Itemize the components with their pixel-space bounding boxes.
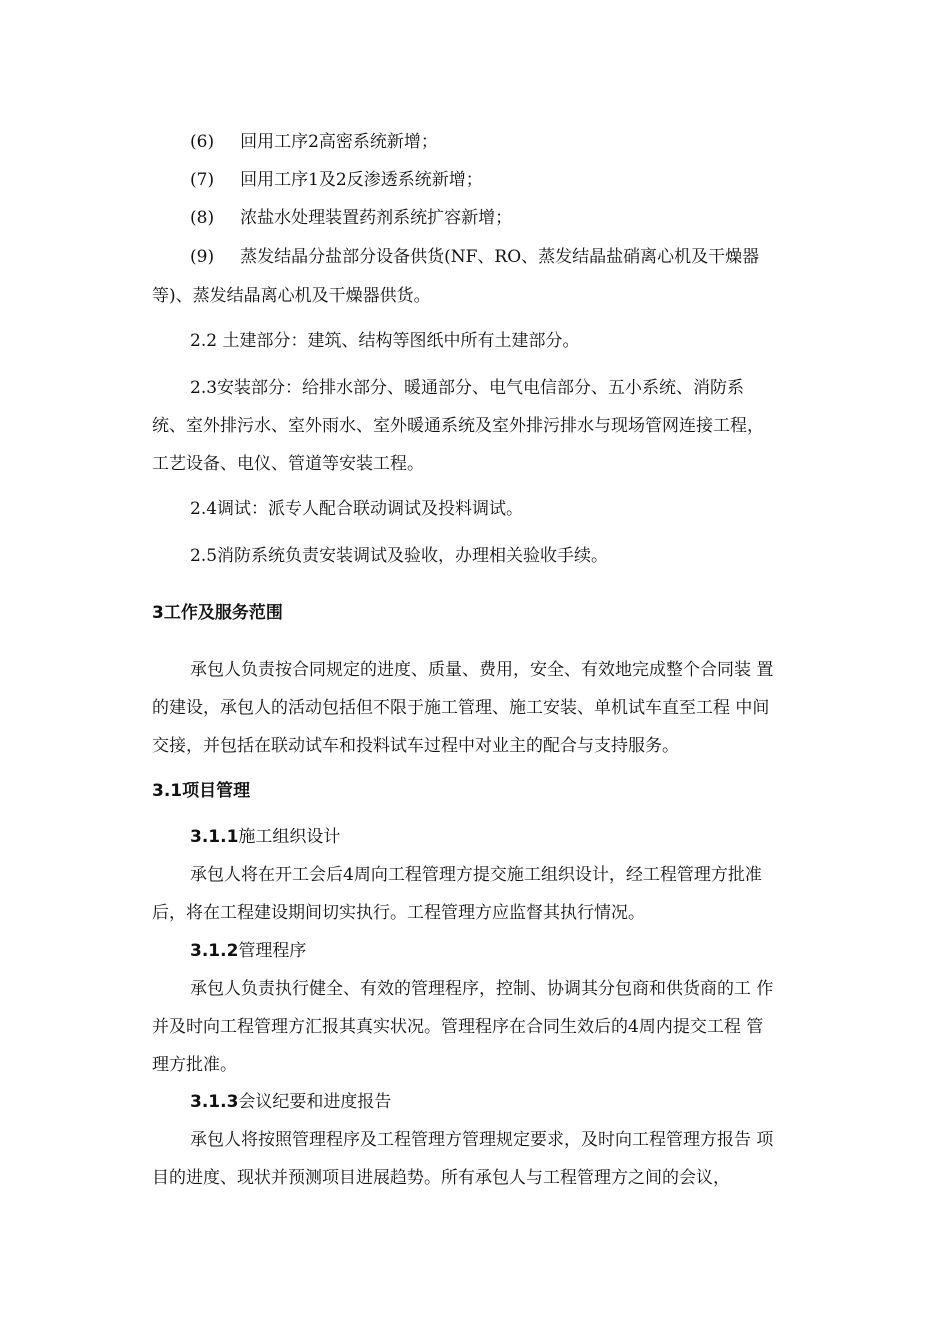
section-3-para-line2: 的建设，承包人的活动包括但不限于施工管理、施工安装、单机试车直至工程 中间: [152, 698, 770, 718]
paragraph-2-3-line3: 工艺设备、电仪、管道等安装工程。: [152, 454, 424, 474]
section-3-para-line1: 承包人负责按合同规定的进度、质量、费用，安全、有效地完成整个合同装 置: [190, 660, 774, 680]
subsection-title: 管理程序: [238, 941, 307, 961]
list-item-number: (8): [190, 208, 215, 228]
paragraph-2-3-line1: 2.3安装部分：给排水部分、暖通部分、电气电信部分、五小系统、消防系: [190, 378, 745, 398]
list-item-text: 回用工序2高密系统新增；: [240, 132, 438, 152]
list-item-number: (9): [190, 247, 215, 267]
list-item-9: [190, 246, 759, 268]
subsection-3-1-3-line1: 承包人将按照管理程序及工程管理方管理规定要求，及时向工程管理方报告 项: [190, 1130, 774, 1150]
subsection-title: 施工组织设计: [238, 827, 341, 847]
subsection-3-1-1-heading: [190, 826, 340, 848]
section-3-para-line3: 交接，并包括在联动试车和投料试车过程中对业主的配合与支持服务。: [152, 736, 679, 756]
subsection-3-1-3-heading: [190, 1091, 391, 1113]
subsection-3-1-1-line1: 承包人将在开工会后4周向工程管理方提交施工组织设计，经工程管理方批准: [190, 865, 762, 885]
section-3-1-heading: 3.1项目管理: [152, 781, 251, 801]
paragraph-2-3-line2: 统、室外排污水、室外雨水、室外暖通系统及室外排污排水与现场管网连接工程，: [152, 416, 764, 436]
list-item-text: 回用工序1及2反渗透系统新增；: [240, 170, 483, 190]
subsection-title: 会议纪要和进度报告: [238, 1092, 392, 1112]
list-item-number: (6): [190, 132, 215, 152]
list-item-text: 蒸发结晶分盐部分设备供货(NF、RO、蒸发结晶盐硝离心机及干燥器: [240, 247, 760, 267]
subsection-3-1-1-line2: 后，将在工程建设期间切实执行。工程管理方应监督其执行情况。: [152, 903, 645, 923]
list-item-7: [190, 169, 483, 191]
subsection-3-1-2-heading: [190, 940, 306, 962]
list-item-8: [190, 207, 512, 229]
section-3-heading: 3工作及服务范围: [152, 603, 283, 623]
subsection-3-1-2-line3: 理方批准。: [152, 1055, 237, 1075]
subsection-3-1-3-line2: 目的进度、现状并预测项目进展趋势。所有承包人与工程管理方之间的会议，: [152, 1168, 730, 1188]
list-item-text: 浓盐水处理装置药剂系统扩容新增；: [240, 208, 513, 228]
paragraph-2-4: 2.4调试：派专人配合联动调试及投料调试。: [190, 499, 524, 519]
subsection-number: 3.1.3: [190, 1092, 239, 1112]
subsection-number: 3.1.2: [190, 941, 239, 961]
paragraph-2-2: 2.2 土建部分：建筑、结构等图纸中所有土建部分。: [190, 331, 580, 351]
paragraph-2-5: 2.5消防系统负责安装调试及验收，办理相关验收手续。: [190, 546, 609, 566]
subsection-3-1-2-line2: 并及时向工程管理方汇报其真实状况。管理程序在合同生效后的4周内提交工程 管: [152, 1017, 764, 1037]
subsection-number: 3.1.1: [190, 827, 239, 847]
list-item-6: [190, 131, 438, 153]
list-item-9-continued: 等)、蒸发结晶离心机及干燥器供货。: [152, 286, 431, 306]
subsection-3-1-2-line1: 承包人负责执行健全、有效的管理程序，控制、协调其分包商和供货商的工 作: [190, 979, 774, 999]
list-item-number: (7): [190, 170, 215, 190]
